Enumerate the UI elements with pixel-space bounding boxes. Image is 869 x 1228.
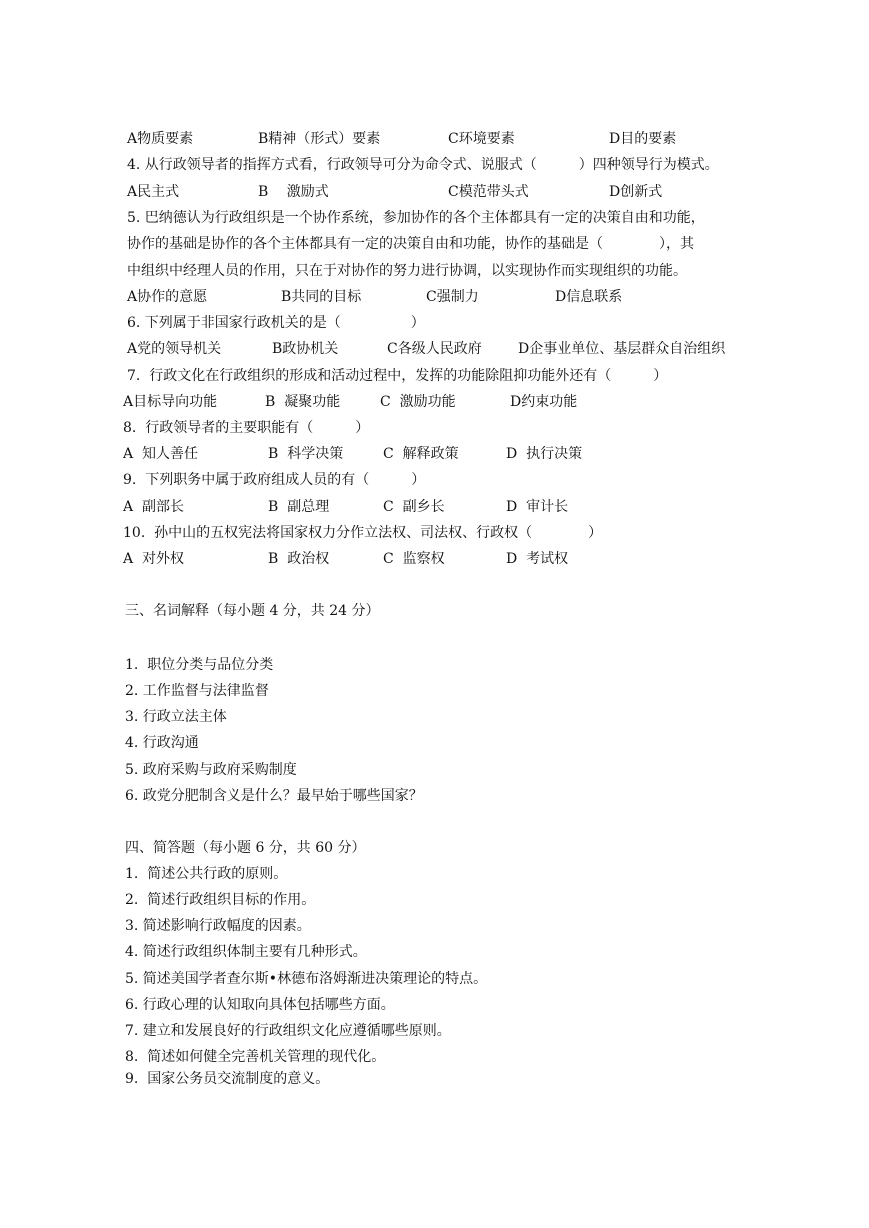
- q8-option-a: A 知人善任: [123, 446, 199, 462]
- q7-option-d: D约束功能: [510, 394, 578, 410]
- question-5-line-1: 5. 巴纳德认为行政组织是一个协作系统，参加协作的各个主体都具有一定的决策自由和功能，: [127, 210, 705, 226]
- q5-option-c: C强制力: [426, 289, 479, 305]
- q4-option-a: A民主式: [127, 184, 180, 200]
- q4-option-d: D创新式: [609, 184, 663, 200]
- section-4-item-9: 9. 国家公务员交流制度的意义。: [125, 1071, 330, 1087]
- q6-option-b: B政协机关: [272, 341, 339, 357]
- question-9-text: 9. 下列职务中属于政府组成人员的有（ ）: [123, 472, 426, 488]
- q8-option-d: D 执行决策: [506, 446, 583, 462]
- q6-option-d: D企事业单位、基层群众自治组织: [518, 341, 726, 357]
- q9-option-b: B 副总理: [268, 499, 330, 515]
- question-4-text: 4. 从行政领导者的指挥方式看，行政领导可分为命令式、说服式（ ）四种领导行为模式。: [127, 157, 719, 173]
- q10-option-c: C 监察权: [383, 551, 445, 567]
- q5-option-d: D信息联系: [555, 289, 623, 305]
- q9-option-a: A 副部长: [123, 499, 185, 515]
- q7-option-b: B 凝聚功能: [265, 394, 341, 410]
- section-3-item-3: 3. 行政立法主体: [125, 709, 227, 725]
- q7-option-c: C 激励功能: [380, 394, 456, 410]
- section-3-item-1: 1. 职位分类与品位分类: [125, 657, 274, 673]
- q5-option-a: A协作的意愿: [127, 289, 208, 305]
- section-3-item-4: 4. 行政沟通: [125, 735, 199, 751]
- section-4-item-6: 6. 行政心理的认知取向具体包括哪些方面。: [125, 997, 395, 1013]
- section-4-heading: 四、简答题（每小题 6 分，共 60 分）: [125, 840, 366, 856]
- q9-option-c: C 副乡长: [383, 499, 445, 515]
- section-4-item-7: 7. 建立和发展良好的行政组织文化应遵循哪些原则。: [125, 1023, 451, 1039]
- q10-option-a: A 对外权: [123, 551, 185, 567]
- section-4-item-4: 4. 简述行政组织体制主要有几种形式。: [125, 944, 367, 960]
- q4-option-c: C模范带头式: [448, 184, 529, 200]
- section-3-heading: 三、名词解释（每小题 4 分，共 24 分）: [125, 603, 380, 619]
- q5-option-b: B共同的目标: [281, 289, 362, 305]
- question-10-text: 10. 孙中山的五权宪法将国家权力分作立法权、司法权、行政权（ ）: [123, 525, 603, 541]
- q8-option-b: B 科学决策: [268, 446, 344, 462]
- section-4-item-5: 5. 简述美国学者查尔斯•林德布洛姆渐进决策理论的特点。: [125, 971, 488, 987]
- question-5-line-2: 协作的基础是协作的各个主体都具有一定的决策自由和功能，协作的基础是（ ），其: [127, 236, 694, 252]
- q6-option-a: A党的领导机关: [127, 341, 222, 357]
- q7-option-a: A目标导向功能: [123, 394, 218, 410]
- q6-option-c: C各级人民政府: [387, 341, 482, 357]
- q3-option-c: C环境要素: [448, 131, 515, 147]
- q9-option-d: D 审计长: [506, 499, 569, 515]
- section-3-item-2: 2. 工作监督与法律监督: [125, 683, 269, 699]
- question-6-text: 6. 下列属于非国家行政机关的是（ ）: [127, 315, 425, 331]
- section-4-item-1: 1. 简述公共行政的原则。: [125, 866, 288, 882]
- q3-option-b: B精神（形式）要素: [258, 131, 381, 147]
- question-5-line-3: 中组织中经理人员的作用，只在于对协作的努力进行协调，以实现协作而实现组织的功能。: [127, 263, 687, 279]
- q4-option-b: B 激励式: [258, 184, 329, 200]
- q3-option-d: D目的要素: [609, 131, 677, 147]
- question-7-text: 7. 行政文化在行政组织的形成和活动过程中，发挥的功能除阻抑功能外还有（ ）: [127, 368, 668, 384]
- section-3-item-5: 5. 政府采购与政府采购制度: [125, 762, 297, 778]
- q3-option-a: A物质要素: [127, 131, 194, 147]
- section-4-item-3: 3. 简述影响行政幅度的因素。: [125, 918, 311, 934]
- section-3-item-6: 6. 政党分肥制含义是什么？最早始于哪些国家？: [125, 788, 423, 804]
- q10-option-b: B 政治权: [268, 551, 330, 567]
- section-4-item-2: 2. 简述行政组织目标的作用。: [125, 892, 316, 908]
- section-4-item-8: 8. 简述如何健全完善机关管理的现代化。: [125, 1049, 386, 1065]
- q8-option-c: C 解释政策: [383, 446, 459, 462]
- question-8-text: 8. 行政领导者的主要职能有（ ）: [123, 420, 370, 436]
- q10-option-d: D 考试权: [506, 551, 569, 567]
